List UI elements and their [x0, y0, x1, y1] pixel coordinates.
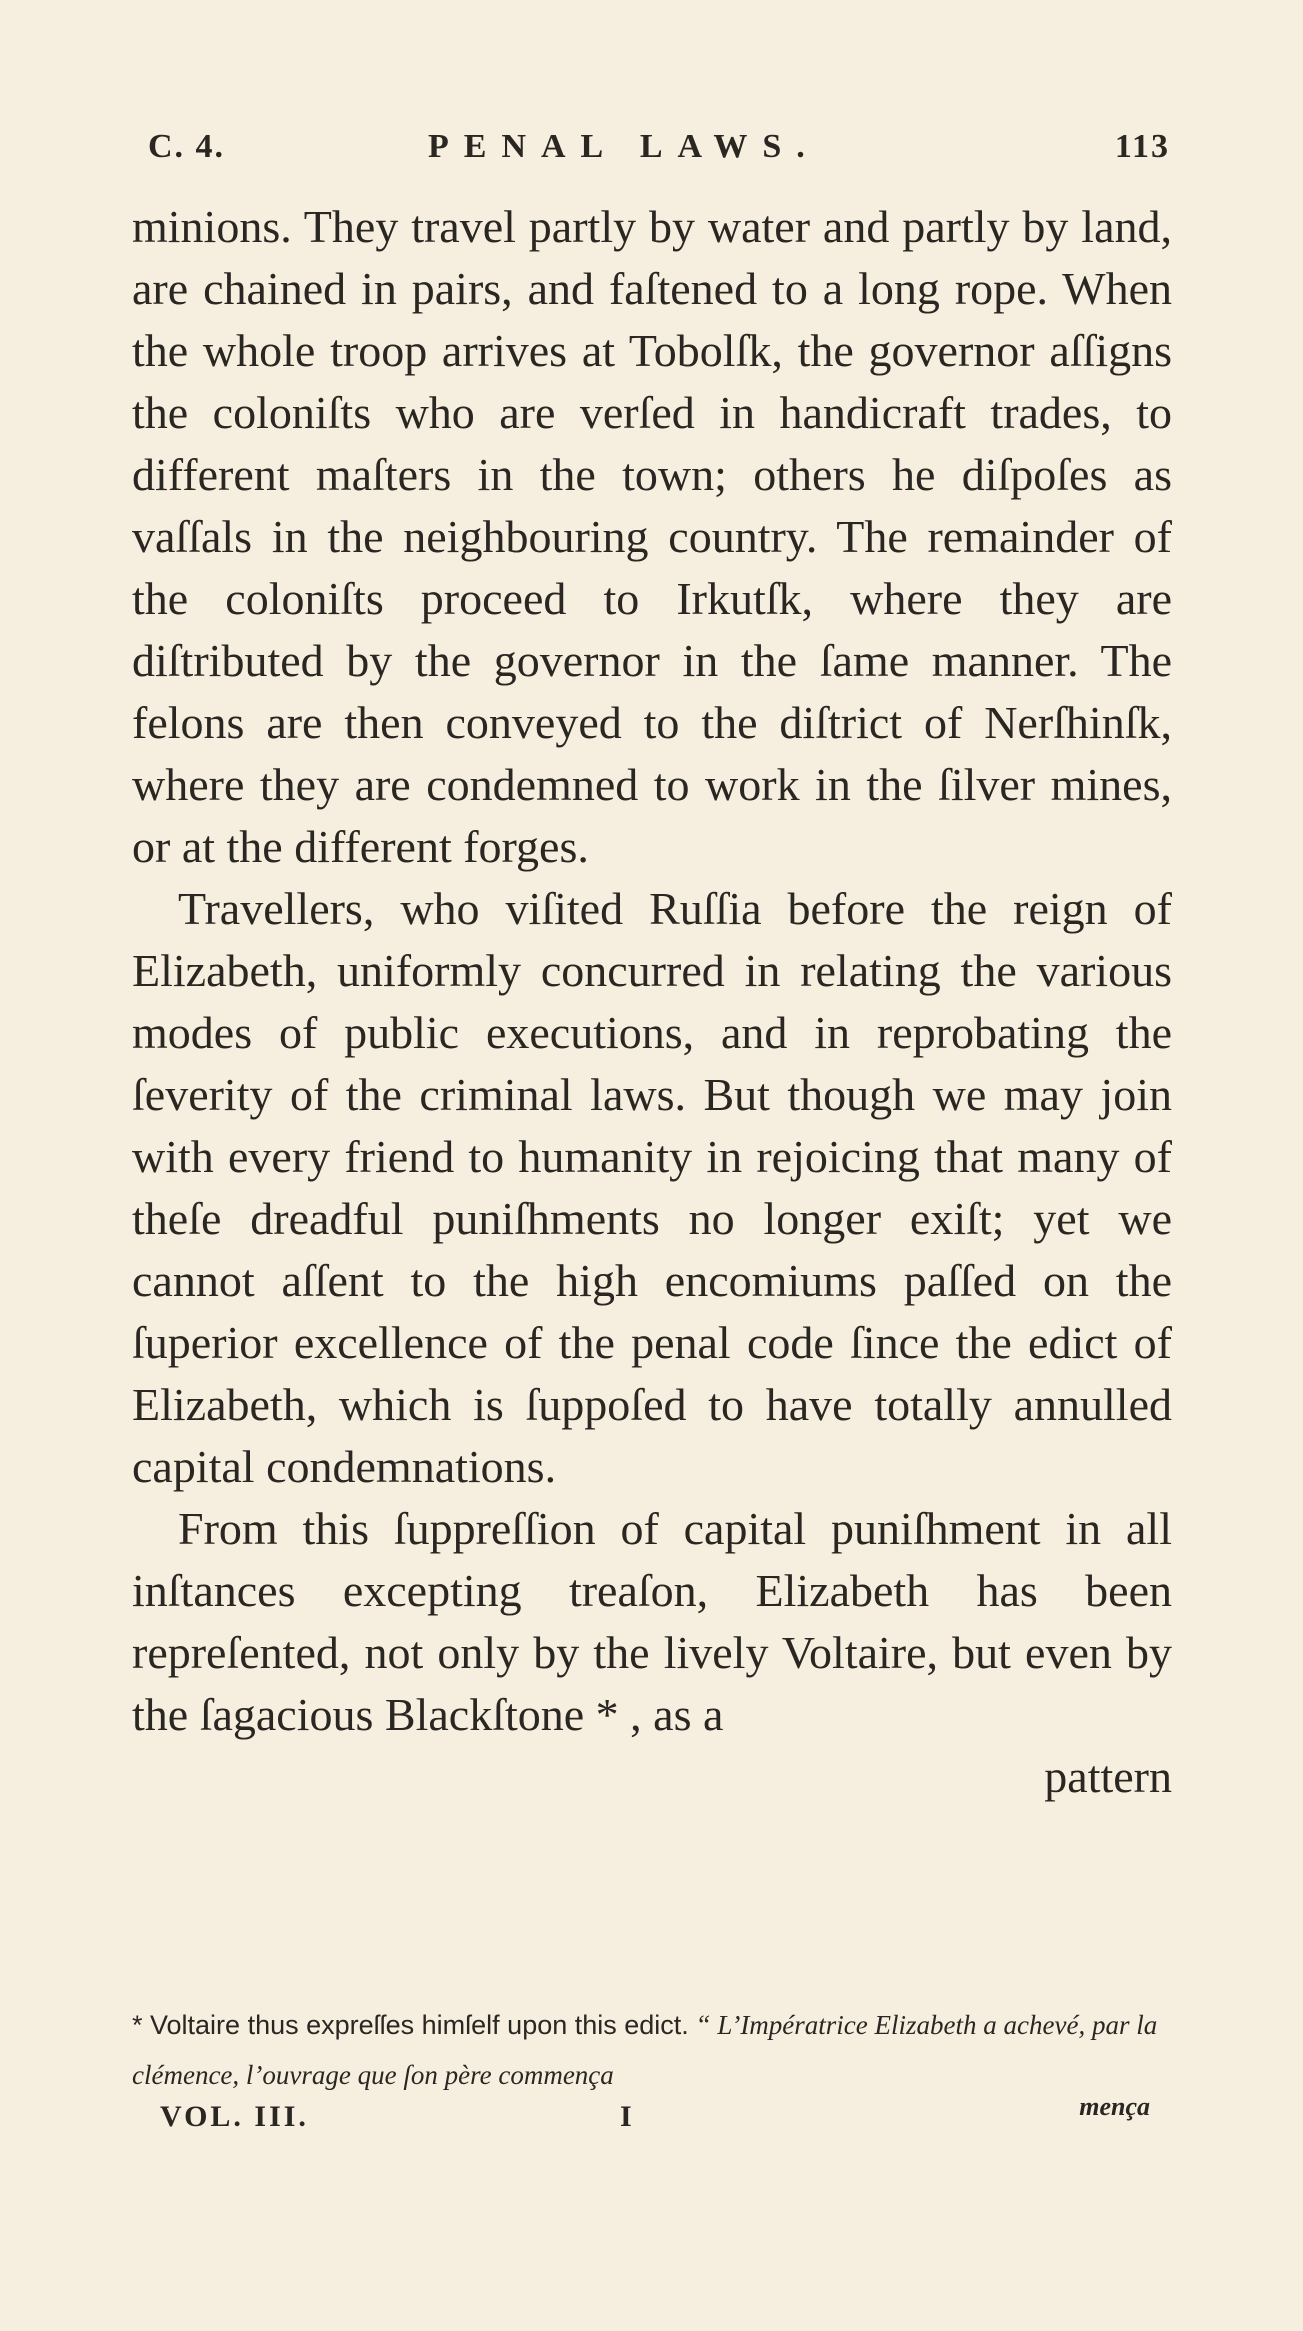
last-line: pattern	[1044, 1751, 1172, 1802]
footnote-prefix: * Voltaire thus expreſſes himſelf upon this edict.	[132, 2010, 689, 2040]
body-text	[132, 196, 1172, 1808]
page-number: 113	[1114, 128, 1170, 165]
running-title: PENAL LAWS.	[428, 128, 820, 165]
chapter-number: C. 4.	[148, 128, 226, 165]
footnote	[132, 2000, 1172, 2100]
running-header	[148, 128, 1170, 178]
volume-mark: VOL. III.	[160, 2100, 309, 2133]
paragraph-3: From this ſuppreſſion of capital puniſhment in all inſtances excepting treaſon, Elizabeth has been repreſented, not only by the lively Voltaire, but even by the ſagacious Blackſtone * , as a	[132, 1503, 1172, 1740]
signature-mark: I	[620, 2100, 632, 2133]
footnote-quote: “ L’Impératrice Elizabeth a achevé, par la clémence, l’ouvrage que ſon père commença	[132, 2010, 1158, 2090]
paragraph-2: Travellers, who viſited Ruſſia before the reign of Elizabeth, uniformly concurred in relating the various modes of public executions, and in reprobating the ſeverity of the criminal laws. But though we may join with every friend to humanity in rejoicing that many of theſe dreadful puniſhments no longer exiſt; yet we cannot aſſent to the high encomiums paſſed on the ſuperior excellence of the penal code ſince the edict of Elizabeth, which is ſuppoſed to have totally annulled capital condemnations.	[132, 883, 1172, 1492]
signature-line	[160, 2092, 1150, 2150]
paragraph-1: minions. They travel partly by water and partly by land, are chained in pairs, and faſtened to a long rope. When the whole troop arrives at Tobolſk, the governor aſſigns the coloniſts who are verſed in handicraft trades, to different maſters in the town; others he diſpoſes as vaſſals in the neighbouring country. The remainder of the coloniſts proceed to Irkutſk, where they are diſtributed by the governor in the ſame manner. The felons are then conveyed to the diſtrict of Nerſhinſk, where they are condemned to work in the ſilver mines, or at the different forges.	[132, 201, 1172, 872]
catchword: mença	[1079, 2092, 1150, 2121]
